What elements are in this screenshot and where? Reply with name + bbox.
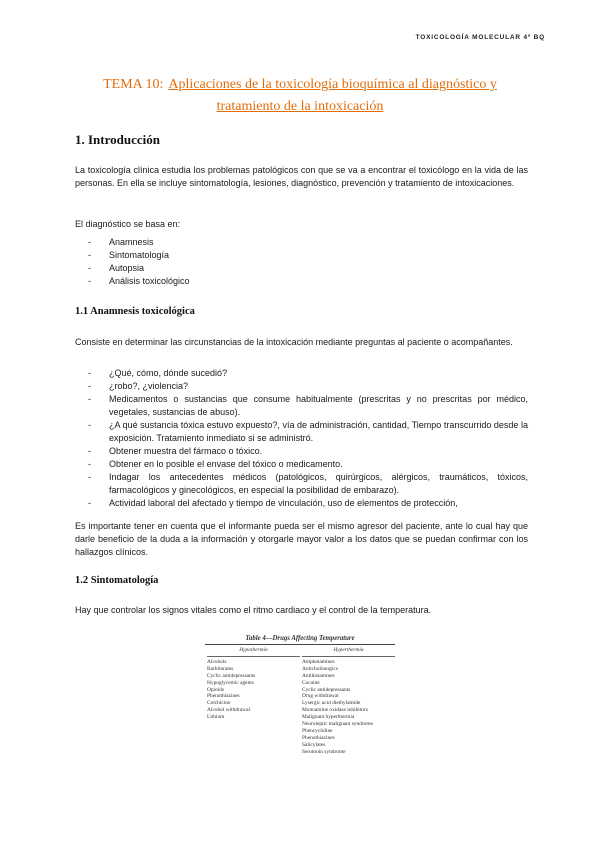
table-cell: Neuroleptic malignant syndrome (302, 721, 373, 728)
column-header: Hyperthermia (302, 645, 395, 657)
subsection-heading-sintomatologia: 1.2 Sintomatología (75, 575, 159, 586)
table-cell: Cyclic antidepressants (207, 672, 256, 679)
anamnesis-list (75, 367, 528, 510)
intro-paragraph: La toxicología clínica estudia los problemas patológicos con que se va a encontrar el toxicólogo en la vida de las personas. En ella se incluye sintomatología, lesiones, diagnóstico, prevención y tratamiento de intoxicaciones. (75, 165, 528, 188)
table-cell: Lithium (207, 714, 225, 721)
table-cell: Malignant hyperthermia (302, 714, 355, 721)
anamnesis-paragraph: Consiste en determinar las circunstancias de la intoxicación mediante preguntas al paciente o acompañantes. (75, 337, 513, 347)
table-cell: Serotonin syndrome (302, 748, 346, 755)
table-cell: Drug withdrawal (302, 693, 339, 700)
table-cell: Barbiturates (207, 665, 234, 672)
table-cell: Alcohols (207, 658, 227, 665)
list-item: - Indagar los antecedentes médicos (patológicos, quirúrgicos, alérgicos, traumáticos, tóxicos, farmacológicos y ginecológicos, en especial la posibilidad de embarazo). (75, 471, 528, 497)
table-cell: Lysergic acid diethylamide (302, 700, 361, 707)
list-item: - Obtener muestra del fármaco o tóxico. (75, 445, 528, 458)
subsection-heading-anamnesis: 1.1 Anamnesis toxicológica (75, 306, 195, 317)
anamnesis-closing: Es importante tener en cuenta que el informante pueda ser el mismo agresor del paciente, ante lo cual hay que darle beneficio de la duda a la información y otorgarle mayor valor a los datos que se puedan confirmar con los hallazgos clínicos. (75, 521, 528, 557)
table-cell: Phencyclidine (302, 727, 333, 734)
table-cell: Salicylates (302, 741, 326, 748)
table-cell: Hypoglycemic agents (207, 679, 254, 686)
title-text: Aplicaciones de la toxicología bioquímica al diagnóstico y tratamiento de la intoxicación (168, 77, 497, 114)
table-cell: Opioids (207, 686, 225, 693)
list-item: - Autopsia (75, 262, 528, 275)
table-cell: Amphetamines (302, 658, 335, 665)
document-title (75, 74, 525, 118)
list-item: - ¿A qué sustancia tóxica estuvo expuesto?, vía de administración, cantidad, Tiempo transcurrido desde la exposición. Tratamiento inmediato si se administró. (75, 419, 528, 445)
section-heading-introduccion: 1. Introducción (75, 132, 160, 147)
hyperthermia-column (300, 645, 395, 756)
table-cell: Anticholinergics (302, 665, 338, 672)
table-cell: Alcohol withdrawal (207, 707, 250, 714)
title-label: TEMA 10: (103, 77, 164, 92)
hypothermia-column (205, 645, 300, 756)
table-cell: Cocaine (302, 679, 320, 686)
list-item: - ¿Qué, cómo, dónde sucedió? (75, 367, 528, 380)
temperature-drugs-table (205, 635, 395, 756)
list-item: - Actividad laboral del afectado y tiempo de vinculación, uso de elementos de protección, (75, 497, 528, 510)
table-cell: Cyclic antidepressants (302, 686, 351, 693)
table-cell: Antihistamines (302, 672, 335, 679)
table-cell: Colchicine (207, 700, 231, 707)
list-item: - Medicamentos o sustancias que consume habitualmente (prescritas y no prescritas por médico, vegetales, sustancias de abuso). (75, 393, 528, 419)
list-item: - ¿robo?, ¿violencia? (75, 380, 528, 393)
table-cell: Phenothiazines (207, 693, 240, 700)
list-item: - Anamnesis (75, 236, 528, 249)
course-header: TOXICOLOGÍA MOLECULAR 4º BQ (415, 34, 545, 41)
diagnosis-intro: El diagnóstico se basa en: (75, 219, 181, 229)
list-item: - Análisis toxicológico (75, 275, 528, 288)
diagnosis-list (75, 236, 528, 288)
sintomatologia-paragraph: Hay que controlar los signos vitales como el ritmo cardiaco y el control de la temperatura. (75, 605, 432, 615)
list-item: - Obtener en lo posible el envase del tóxico o medicamento. (75, 458, 528, 471)
list-item: - Sintomatología (75, 249, 528, 262)
table-cell: Monoamine oxidase inhibitors (302, 707, 368, 714)
table-caption: Table 4—Drugs Affecting Temperature (245, 635, 355, 642)
column-header: Hypothermia (207, 645, 300, 657)
table-cell: Phenothiazines (302, 734, 335, 741)
